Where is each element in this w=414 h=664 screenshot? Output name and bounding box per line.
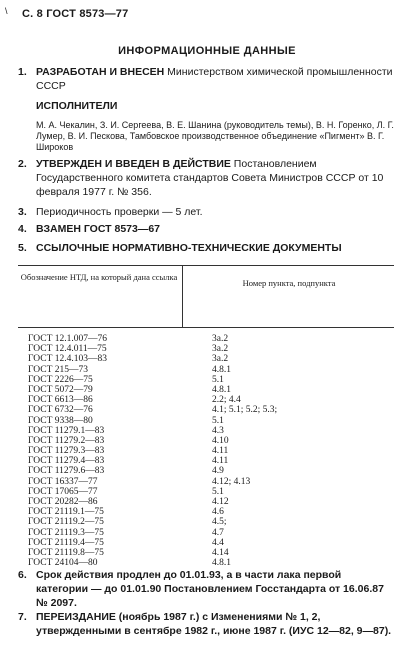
table-cell-clause: 4.14 xyxy=(212,547,229,558)
table-cell-clause: 4.12 xyxy=(212,497,229,507)
table-row xyxy=(28,344,388,354)
item-number: 6. xyxy=(18,569,27,581)
table-row xyxy=(28,395,388,405)
item-bold-lead: РАЗРАБОТАН И ВНЕСЕН xyxy=(36,66,165,78)
table-cell-document: ГОСТ 6613—86 xyxy=(28,395,93,406)
table-row xyxy=(28,487,388,497)
table-cell-document: ГОСТ 20282—86 xyxy=(28,497,98,507)
table-cell-document: ГОСТ 21119.8—75 xyxy=(28,547,104,558)
performers-list: М. А. Чекалин, З. И. Сергеева, В. Е. Шанина (руководитель темы), В. Н. Горенко, Л. Г. Лумер, В. И. Пескова, Тамбовское производственное объединение «Пигмент» В. Г. Широков xyxy=(36,120,394,152)
table-cell-clause: 4.10 xyxy=(212,435,229,446)
table-cell-clause: 4.3 xyxy=(212,425,224,436)
table-header-document: Обозначение НТД, на который дана ссылка xyxy=(20,272,178,282)
table-cell-clause: 5.1 xyxy=(212,486,224,497)
table-cell-clause: 4.7 xyxy=(212,527,224,538)
table-cell-document: ГОСТ 21119.4—75 xyxy=(28,537,104,548)
item-text: Периодичность проверки — 5 лет. xyxy=(36,206,203,218)
table-row xyxy=(28,354,388,364)
table-cell-document: ГОСТ 11279.1—83 xyxy=(28,425,105,436)
table-cell-clause: 4.12; 4.13 xyxy=(212,476,251,487)
performers-heading: ИСПОЛНИТЕЛИ xyxy=(36,100,118,112)
table-cell-document: ГОСТ 12.1.007—76 xyxy=(28,334,107,344)
item-number: 1. xyxy=(18,66,27,78)
table-cell-clause: 5.1 xyxy=(212,374,224,385)
table-cell-clause: 4.9 xyxy=(212,466,224,477)
table-body xyxy=(28,334,388,568)
corner-mark: \ xyxy=(5,6,8,16)
table-cell-clause: 4.4 xyxy=(212,537,224,548)
table-cell-document: ГОСТ 2226—75 xyxy=(28,374,93,385)
table-row xyxy=(28,497,388,507)
table-row xyxy=(28,507,388,517)
table-row xyxy=(28,446,388,456)
item-number: 4. xyxy=(18,223,27,235)
table-cell-clause: 4.1; 5.1; 5.2; 5.3; xyxy=(212,405,278,416)
table-cell-document: ГОСТ 6732—76 xyxy=(28,405,93,416)
table-cell-document: ГОСТ 12.4.011—75 xyxy=(28,344,107,355)
table-cell-document: ГОСТ 17065—77 xyxy=(28,486,98,497)
table-cell-clause: 4.5; xyxy=(212,517,227,528)
table-column-divider xyxy=(182,265,183,327)
item-text: (ноябрь 1987 г.) с Изменениями № 1, 2, утвержденными в сентябре 1982 г., июне 1987 г. (ИУС 12—82, 9—87). xyxy=(36,611,392,637)
table-cell-clause: 3а.2 xyxy=(212,344,229,355)
table-row xyxy=(28,375,388,385)
table-row xyxy=(28,528,388,538)
table-row xyxy=(28,456,388,466)
item-3 xyxy=(18,205,394,219)
table-header-rule xyxy=(18,327,394,328)
item-text: Срок действия продлен до 01.01.93, а в части лака первой категории — до 01.01.90 Постановлением Госстандарта от 16.06.87 № 2097. xyxy=(36,569,384,609)
item-text: Министерством химической промышленности СССР xyxy=(36,66,393,92)
item-7 xyxy=(18,610,394,638)
item-number: 7. xyxy=(18,611,27,623)
item-bold-lead: УТВЕРЖДЕН И ВВЕДЕН В ДЕЙСТВИЕ xyxy=(36,158,231,170)
table-cell-clause: 5.1 xyxy=(212,415,224,426)
table-cell-document: ГОСТ 16337—77 xyxy=(28,476,98,487)
table-row xyxy=(28,558,388,568)
item-1 xyxy=(18,65,394,93)
table-cell-clause: 4.8.1 xyxy=(212,558,231,569)
table-cell-document: ГОСТ 215—73 xyxy=(28,364,88,375)
table-cell-document: ГОСТ 9338—80 xyxy=(28,415,93,426)
item-6 xyxy=(18,568,394,610)
table-cell-clause: 4.8.1 xyxy=(212,384,231,395)
table-cell-clause: 4.8.1 xyxy=(212,364,231,375)
table-cell-clause: 4.11 xyxy=(212,446,229,457)
table-row xyxy=(28,385,388,395)
table-cell-document: ГОСТ 21119.3—75 xyxy=(28,527,104,538)
item-text: ССЫЛОЧНЫЕ НОРМАТИВНО-ТЕХНИЧЕСКИЕ ДОКУМЕНТЫ xyxy=(36,242,342,254)
table-header-clause: Номер пункта, подпункта xyxy=(242,278,336,288)
table-cell-document: ГОСТ 12.4.103—83 xyxy=(28,354,107,365)
table-row xyxy=(28,405,388,415)
item-number: 2. xyxy=(18,158,27,170)
table-cell-clause: 3а.2 xyxy=(212,354,229,365)
table-row xyxy=(28,517,388,527)
table-cell-document: ГОСТ 21119.2—75 xyxy=(28,517,104,528)
item-text: ВЗАМЕН ГОСТ 8573—67 xyxy=(36,223,161,235)
section-title: ИНФОРМАЦИОННЫЕ ДАННЫЕ xyxy=(118,45,296,57)
table-row xyxy=(28,365,388,375)
table-row xyxy=(28,548,388,558)
table-cell-document: ГОСТ 11279.2—83 xyxy=(28,435,105,446)
table-row xyxy=(28,477,388,487)
table-row xyxy=(28,538,388,548)
table-cell-document: ГОСТ 11279.6—83 xyxy=(28,466,105,477)
table-cell-clause: 4.11 xyxy=(212,456,229,467)
table-cell-document: ГОСТ 11279.4—83 xyxy=(28,456,105,467)
table-row xyxy=(28,334,388,344)
item-2 xyxy=(18,157,394,199)
table-cell-document: ГОСТ 21119.1—75 xyxy=(28,507,104,518)
table-row xyxy=(28,416,388,426)
item-text: Постановлением Государственного комитета стандартов Совета Министров СССР от 10 февраля 1977 г. № 356. xyxy=(36,158,384,198)
item-4 xyxy=(18,222,394,236)
table-cell-document: ГОСТ 11279.3—83 xyxy=(28,446,105,457)
table-top-rule xyxy=(18,265,394,266)
page-header: С. 8 ГОСТ 8573—77 xyxy=(22,8,129,20)
table-row xyxy=(28,426,388,436)
table-cell-clause: 2.2; 4.4 xyxy=(212,395,241,406)
item-bold-lead: ПЕРЕИЗДАНИЕ xyxy=(36,611,116,623)
item-number: 5. xyxy=(18,242,27,254)
item-number: 3. xyxy=(18,206,27,218)
table-cell-document: ГОСТ 24104—80 xyxy=(28,558,98,569)
table-row xyxy=(28,436,388,446)
item-5 xyxy=(18,241,394,255)
table-cell-clause: 4.6 xyxy=(212,507,224,518)
table-cell-clause: 3а.2 xyxy=(212,334,229,344)
table-cell-document: ГОСТ 5072—79 xyxy=(28,384,93,395)
table-row xyxy=(28,466,388,476)
